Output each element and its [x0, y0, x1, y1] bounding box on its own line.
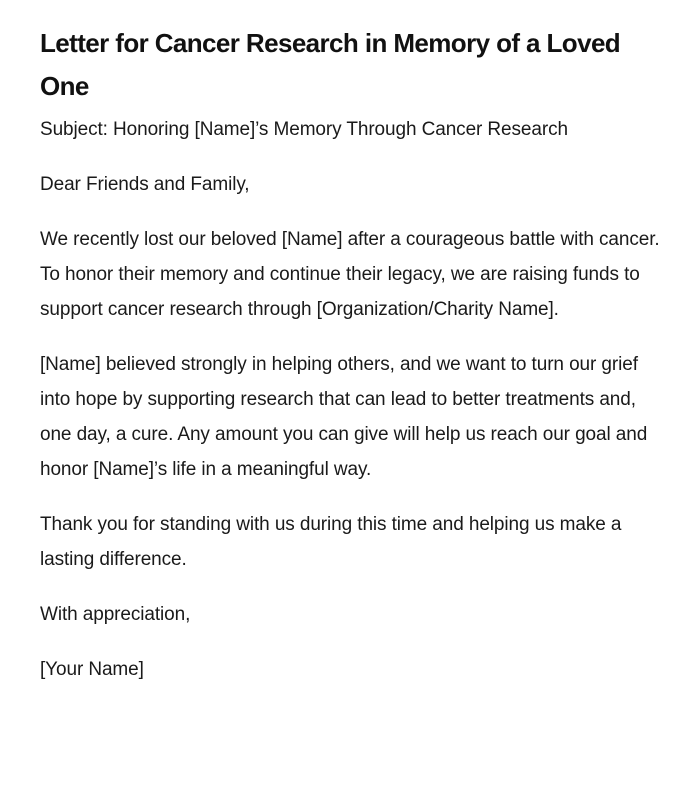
letter-greeting: Dear Friends and Family, [40, 174, 250, 195]
letter-subject: Subject: Honoring [Name]’s Memory Through Cancer Research [40, 119, 568, 140]
letter-paragraph-2: [Name] believed strongly in helping others, and we want to turn our grief into hope by supporting research that can lead to better treatments and, one day, a cure. Any amount you can give will help us reach our goal and honor [Name]’s life in a meaningful way. [40, 354, 648, 480]
letter-signature: [Your Name] [40, 659, 144, 680]
letter-paragraph-1: We recently lost our beloved [Name] after a courageous battle with cancer. To honor their memory and continue their legacy, we are raising funds to support cancer research through [Organization/Charity Name]. [40, 229, 660, 320]
letter-paragraph-3: Thank you for standing with us during this time and helping us make a lasting difference. [40, 514, 622, 570]
letter-title: Letter for Cancer Research in Memory of a Loved One [40, 28, 621, 101]
letter-closing: With appreciation, [40, 604, 191, 625]
